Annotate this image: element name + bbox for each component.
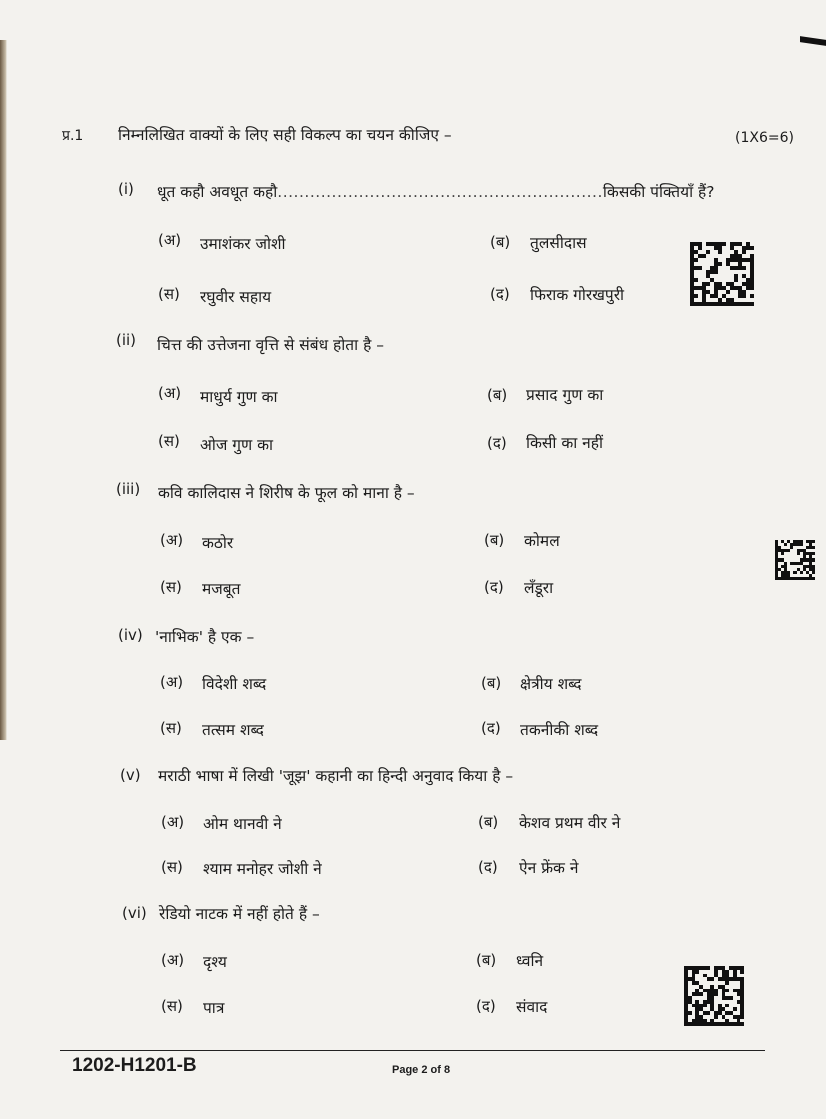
page-number: Page 2 of 8	[392, 1064, 451, 1076]
option-letter: (द)	[487, 434, 507, 452]
subquestion-number: (iv)	[118, 626, 143, 644]
option-text: ध्वनि	[516, 952, 544, 970]
option-text: तत्सम शब्द	[202, 721, 264, 739]
blank-dots: ............................................................	[277, 183, 603, 201]
option-letter: (ब)	[484, 531, 505, 549]
option-text: ओज गुण का	[200, 436, 274, 454]
option-letter: (ब)	[478, 813, 499, 831]
option-letter: (स)	[160, 719, 182, 737]
subquestion-number: (iii)	[116, 480, 141, 498]
option-text: दृश्य	[203, 953, 227, 971]
option-text: संवाद	[516, 998, 548, 1016]
question-marks: (1X6=6)	[735, 130, 794, 146]
subquestion-text: रेडियो नाटक में नहीं होते हैं –	[159, 905, 320, 923]
option-letter: (द)	[490, 285, 510, 303]
subquestion-text: मराठी भाषा में लिखी 'जूझ' कहानी का हिन्दी अनुवाद किया है –	[158, 767, 514, 785]
option-text: फिराक गोरखपुरी	[530, 286, 625, 304]
subquestion-text: कवि कालिदास ने शिरीष के फूल को माना है –	[158, 484, 415, 502]
option-letter: (अ)	[160, 531, 184, 549]
corner-mark	[800, 36, 826, 46]
option-letter: (स)	[158, 285, 180, 303]
option-letter: (द)	[476, 997, 496, 1015]
subquestion-number: (i)	[118, 180, 134, 198]
option-letter: (ब)	[476, 951, 497, 969]
subquestion-text	[157, 180, 715, 202]
option-letter: (अ)	[158, 384, 182, 402]
option-text: श्याम मनोहर जोशी ने	[203, 860, 322, 878]
option-letter: (अ)	[161, 951, 185, 969]
option-letter: (स)	[160, 578, 182, 596]
option-letter: (स)	[158, 432, 180, 450]
option-text: क्षेत्रीय शब्द	[520, 675, 582, 693]
option-letter: (ब)	[481, 674, 502, 692]
option-text: तुलसीदास	[530, 234, 587, 252]
option-text: ऐन फ्रेंक ने	[519, 859, 579, 877]
option-letter: (स)	[161, 858, 183, 876]
option-text: लँडूरा	[524, 579, 554, 597]
option-letter: (द)	[484, 578, 504, 596]
subquestion-text: चित्त की उत्तेजना वृत्ति से संबंध होता है –	[157, 336, 384, 354]
subquestion-number: (ii)	[116, 331, 137, 349]
subquestion-number: (vi)	[122, 904, 147, 922]
subquestion-text-part: किसकी पंक्तियाँ हैं?	[602, 183, 715, 201]
option-text: केशव प्रथम वीर ने	[519, 814, 621, 832]
option-text: रघुवीर सहाय	[200, 288, 272, 306]
datamatrix-code-bottom	[684, 966, 744, 1026]
option-text: प्रसाद गुण का	[526, 386, 604, 404]
option-letter: (अ)	[160, 673, 184, 691]
option-text: मजबूत	[202, 580, 241, 598]
qr-code-side	[775, 540, 815, 580]
option-text: तकनीकी शब्द	[520, 721, 599, 739]
option-text: विदेशी शब्द	[202, 675, 267, 693]
question-number: प्र.1	[62, 128, 84, 144]
option-letter: (अ)	[158, 231, 182, 249]
option-letter: (ब)	[487, 386, 508, 404]
option-text: माधुर्य गुण का	[200, 388, 278, 406]
paper-code: 1202-H1201-B	[72, 1055, 197, 1076]
option-text: ओम थानवी ने	[203, 815, 282, 833]
option-letter: (द)	[481, 719, 501, 737]
option-letter: (स)	[161, 997, 183, 1015]
option-letter: (ब)	[490, 233, 511, 251]
option-letter: (द)	[478, 858, 498, 876]
footer-divider	[60, 1050, 765, 1051]
datamatrix-code-top	[690, 242, 754, 306]
question-instruction: निम्नलिखित वाक्यों के लिए सही विकल्प का चयन कीजिए –	[118, 126, 452, 144]
subquestion-text-part: धूत कहौ अवधूत कहौ	[157, 183, 278, 201]
option-text: किसी का नहीं	[526, 434, 604, 452]
option-text: पात्र	[203, 999, 225, 1017]
option-text: कोमल	[524, 532, 560, 550]
page-edge-shadow	[0, 40, 7, 740]
subquestion-number: (v)	[120, 766, 141, 784]
option-text: कठोर	[202, 534, 234, 552]
option-text: उमाशंकर जोशी	[200, 235, 286, 253]
option-letter: (अ)	[161, 813, 185, 831]
subquestion-text: 'नाभिक' है एक –	[155, 628, 255, 646]
